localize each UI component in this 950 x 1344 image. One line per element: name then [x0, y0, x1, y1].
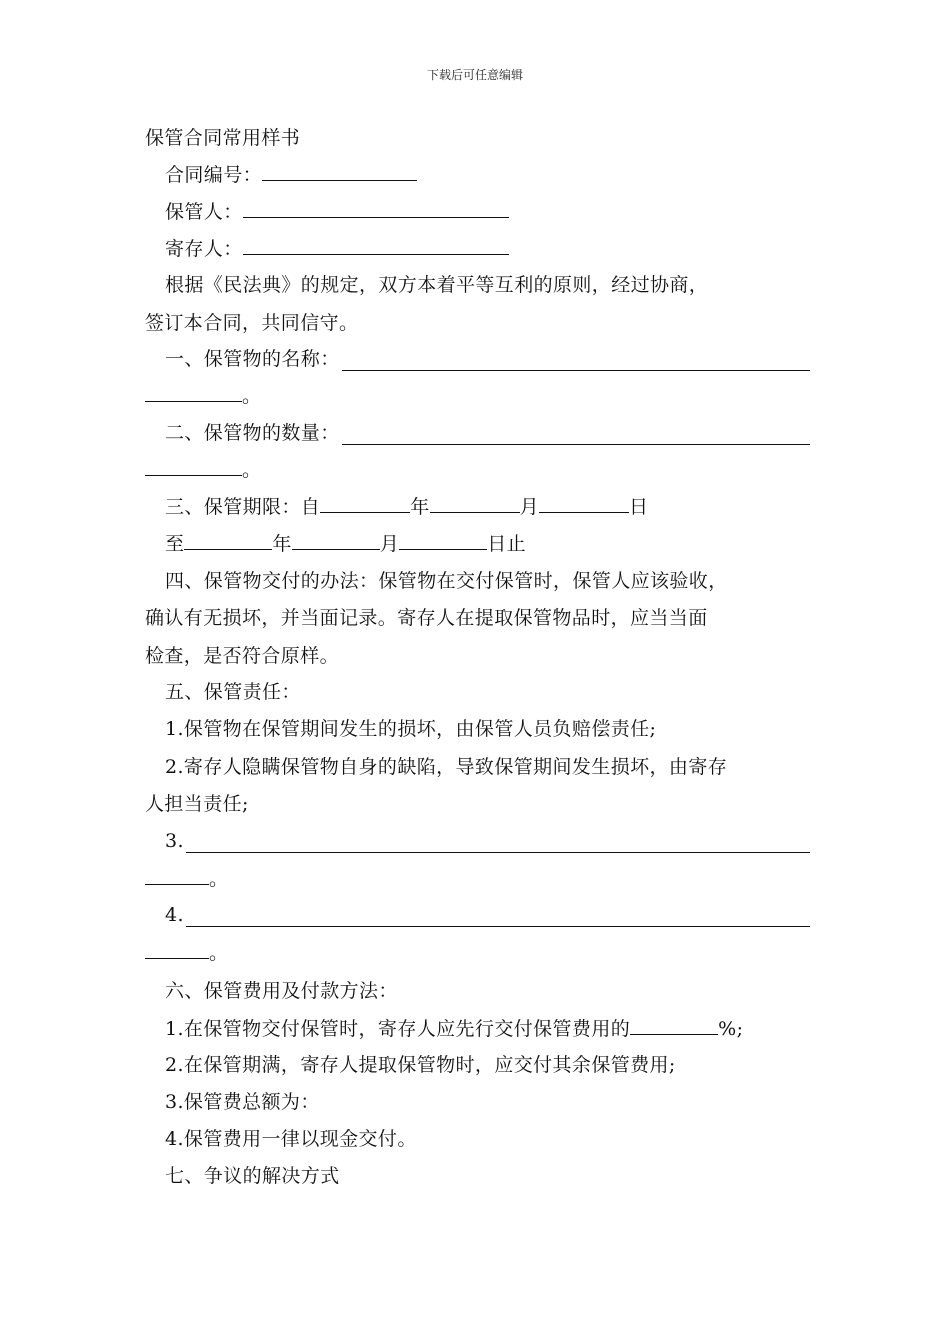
term-from-year-label: 年 [410, 496, 430, 518]
term-to-label: 至 [165, 533, 185, 555]
delivery-line-2: 确认有无损坏，并当面记录。寄存人在提取保管物品时，应当当面 [145, 607, 708, 629]
item-quantity-row-cont [145, 457, 261, 482]
liability-item-4-blank [186, 906, 810, 927]
contract-number-blank [262, 162, 417, 181]
page-header-note: 下载后可任意编辑 [426, 68, 523, 82]
liability-item-2-line-1: 2.寄存人隐瞒保管物自身的缺陷，导致保管期间发生损坏，由寄存 [165, 756, 728, 778]
fees-percent-suffix: %; [718, 1018, 744, 1040]
liability-item-3-cont [145, 866, 228, 891]
term-from-month-label: 月 [519, 496, 540, 518]
item-name-end: 。 [242, 385, 262, 407]
intro-line-2: 签订本合同，共同信守。 [145, 312, 359, 334]
term-from-day-blank [539, 494, 629, 513]
term-to-month-blank [292, 531, 380, 550]
dispute-heading: 七、争议的解决方式 [165, 1165, 340, 1187]
custodian-label: 保管人： [165, 201, 243, 223]
liability-item-3-blank [186, 832, 810, 853]
depositor-blank [243, 236, 509, 255]
item-name-row-cont [145, 383, 261, 408]
depositor-row [165, 236, 509, 261]
item-quantity-label: 二、保管物的数量： [165, 422, 340, 444]
term-label: 三、保管期限：自 [165, 496, 321, 518]
fees-item-3: 3.保管费总额为： [165, 1091, 320, 1113]
item-name-blank-cont [145, 383, 242, 402]
term-from-year-blank [320, 494, 410, 513]
fees-item-1 [165, 1016, 743, 1041]
term-to-month-label: 月 [379, 533, 400, 555]
fees-item-2: 2.在保管期满，寄存人提取保管物时，应交付其余保管费用; [165, 1054, 676, 1076]
depositor-label: 寄存人： [165, 238, 243, 260]
item-name-row [165, 347, 810, 371]
item-quantity-end: 。 [242, 459, 262, 481]
item-quantity-blank-cont [145, 457, 242, 476]
fees-heading: 六、保管费用及付款方法： [165, 980, 398, 1002]
term-to-day-blank [399, 531, 487, 550]
term-from-month-blank [430, 494, 520, 513]
custodian-row [165, 199, 509, 224]
item-name-label: 一、保管物的名称： [165, 348, 340, 370]
liability-heading: 五、保管责任： [165, 681, 301, 703]
liability-item-4-row [165, 903, 810, 927]
custodian-blank [243, 199, 509, 218]
liability-item-3-end: 。 [209, 868, 229, 890]
term-to-row [165, 531, 526, 556]
liability-item-4-end: 。 [209, 942, 229, 964]
fees-item-4: 4.保管费用一律以现金交付。 [165, 1128, 417, 1150]
delivery-line-3: 检查，是否符合原样。 [145, 645, 340, 667]
intro-line-1: 根据《民法典》的规定，双方本着平等互利的原则，经过协商， [165, 274, 709, 296]
term-from-row [165, 494, 648, 519]
liability-item-4-cont [145, 940, 228, 965]
liability-item-1: 1.保管物在保管期间发生的损坏，由保管人员负赔偿责任; [165, 718, 657, 740]
liability-item-4-blank-cont [145, 940, 209, 959]
contract-number-row [165, 162, 417, 187]
item-quantity-row [165, 421, 810, 445]
liability-item-3-label: 3. [165, 830, 184, 852]
term-to-year-label: 年 [272, 533, 292, 555]
contract-number-label: 合同编号： [165, 164, 263, 186]
liability-item-3-blank-cont [145, 866, 209, 885]
liability-item-3-row [165, 829, 810, 853]
term-to-year-blank [184, 531, 272, 550]
term-from-day-label: 日 [629, 496, 649, 518]
document-title: 保管合同常用样书 [145, 127, 301, 149]
liability-item-4-label: 4. [165, 904, 184, 926]
fees-percent-blank [630, 1016, 718, 1035]
fees-item-1-text: 1.在保管物交付保管时，寄存人应先行交付保管费用的 [165, 1018, 631, 1040]
item-quantity-blank [342, 424, 810, 445]
item-name-blank [342, 350, 810, 371]
term-to-day-label: 日止 [487, 533, 527, 555]
delivery-line-1: 四、保管物交付的办法：保管物在交付保管时，保管人应该验收， [165, 570, 728, 592]
liability-item-2-line-2: 人担当责任; [145, 793, 249, 815]
